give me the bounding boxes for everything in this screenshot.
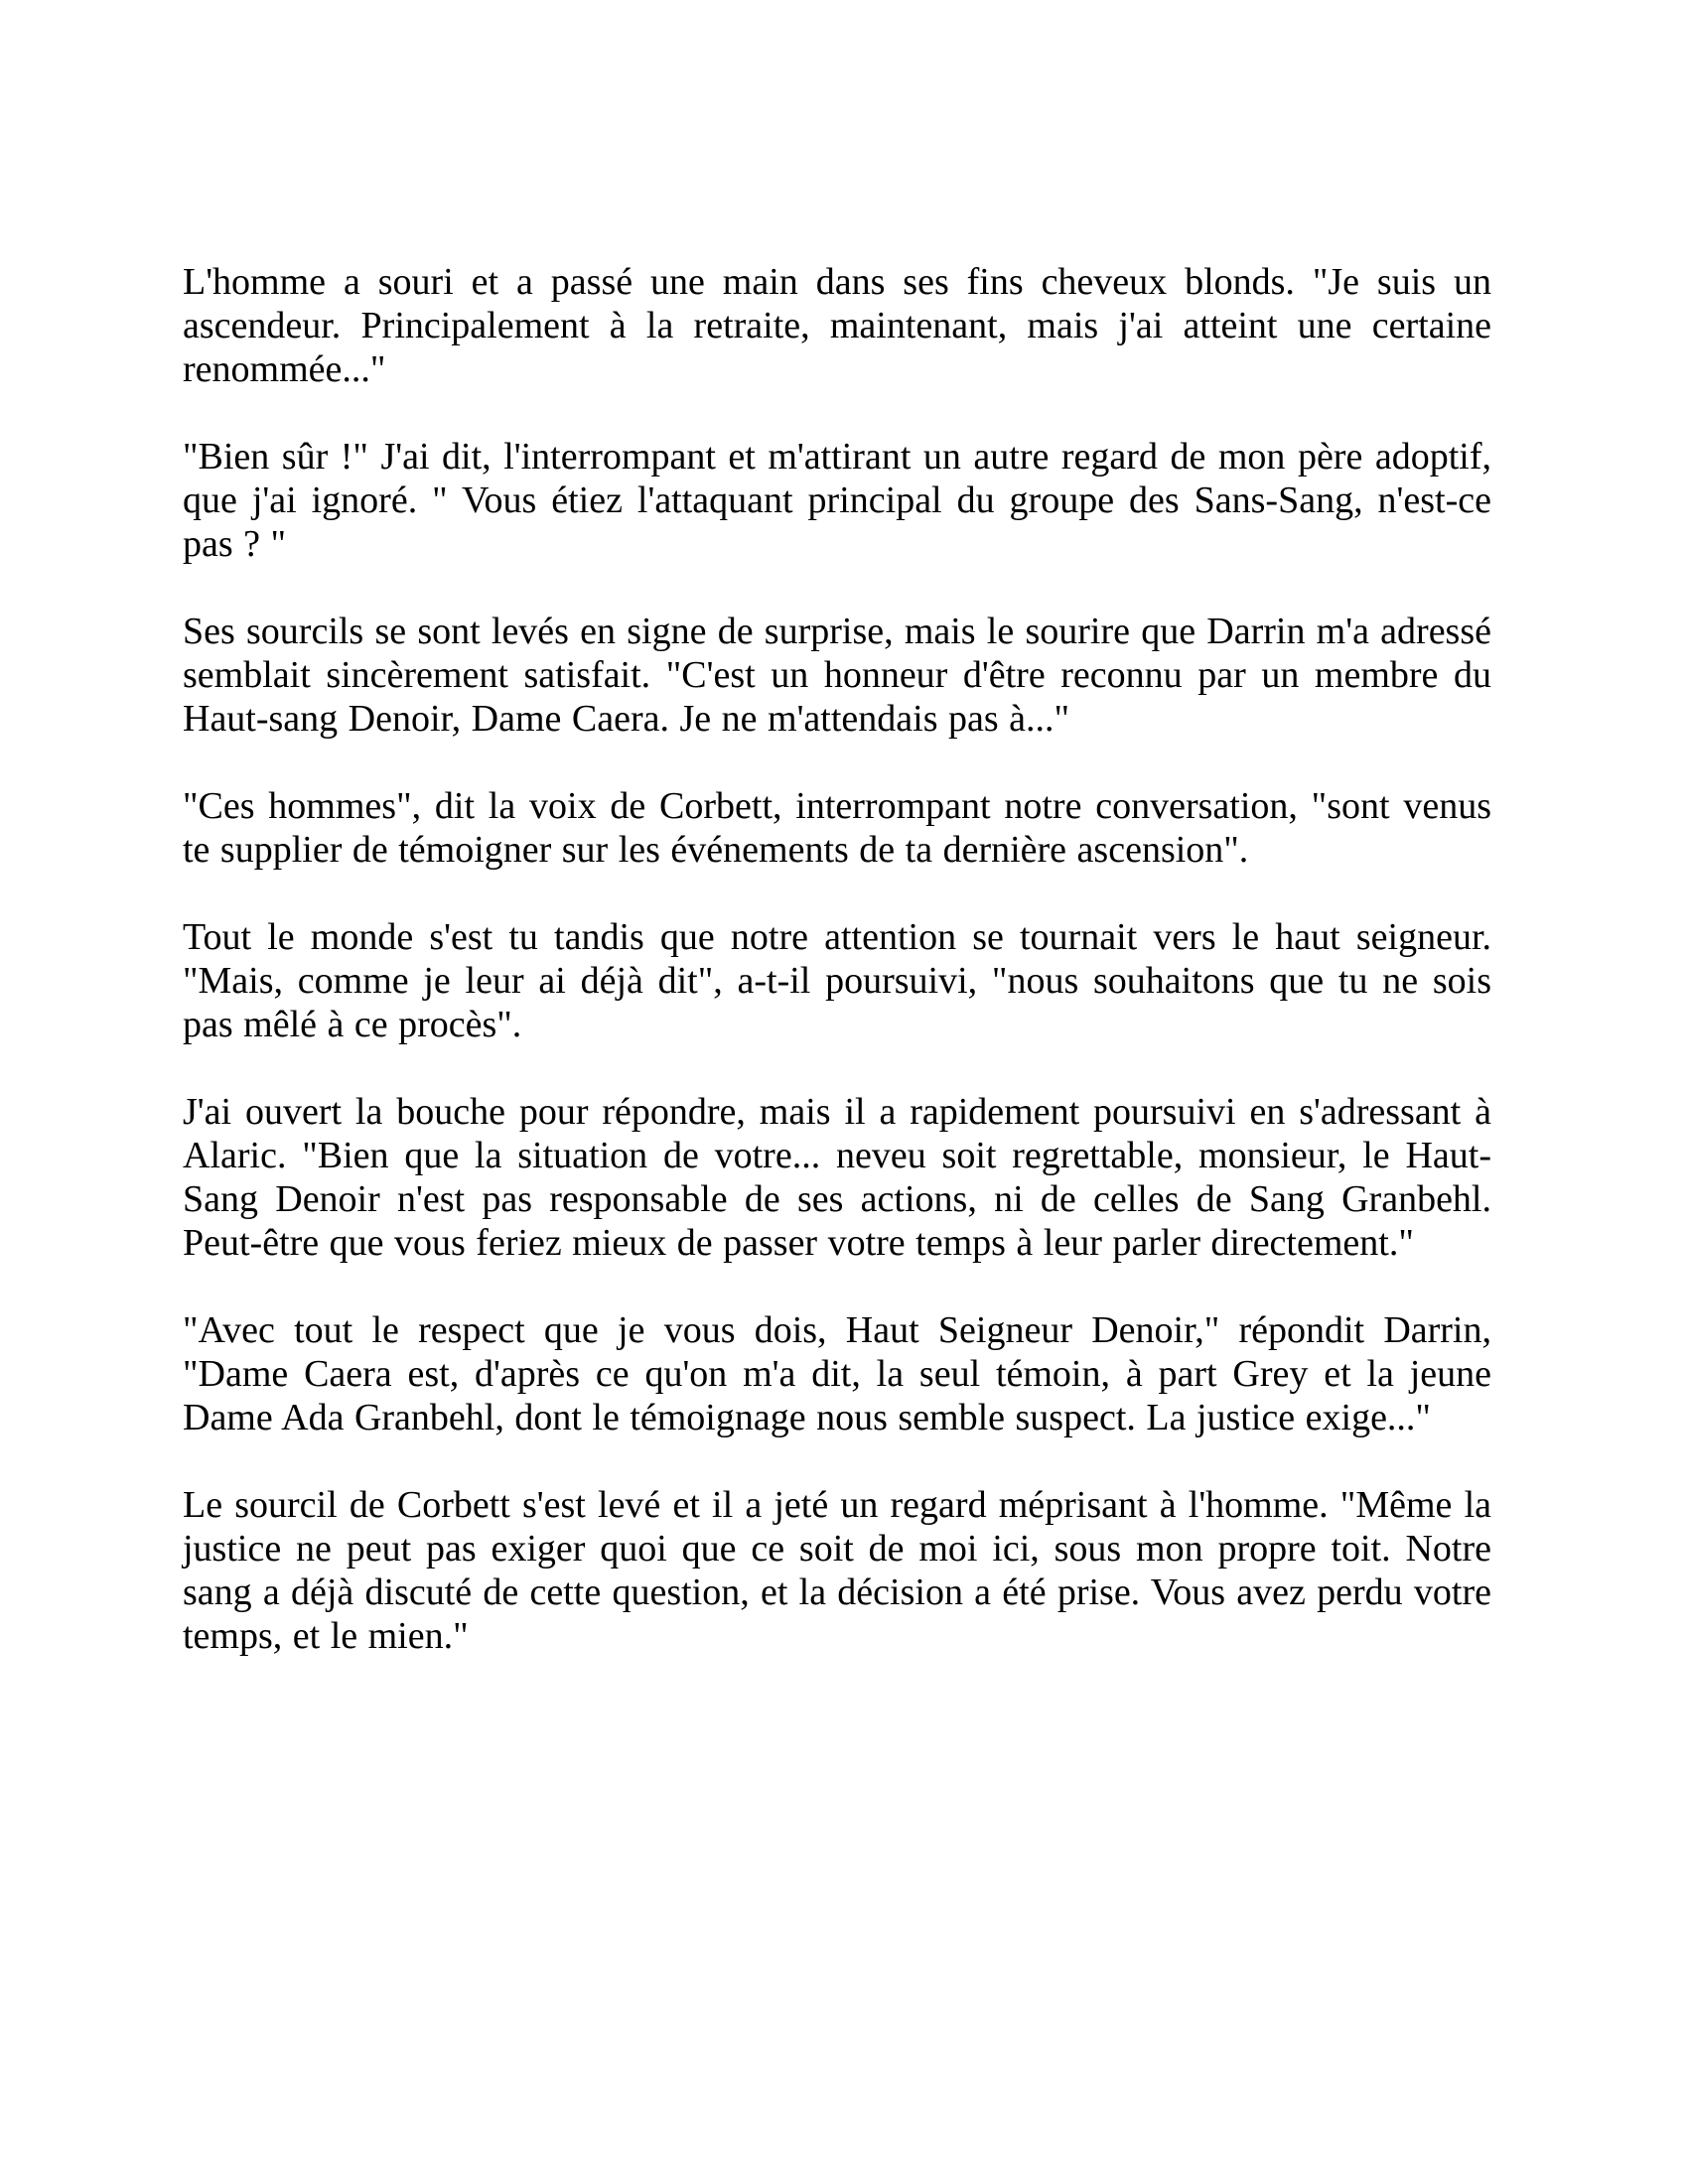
paragraph: J'ai ouvert la bouche pour répondre, mais il a rapidement poursuivi en s'adressant à Alaric. "Bien que la situation de votre... neveu soit regrettable, monsieur, le Haut-Sang Denoir n'est pas responsable de ses actions, ni de celles de Sang Granbehl. Peut-être que vous feriez mieux de passer votre temps à leur parler directement." <box>183 1091 1491 1264</box>
paragraph: Le sourcil de Corbett s'est levé et il a jeté un regard méprisant à l'homme. "Même la justice ne peut pas exiger quoi que ce soit de moi ici, sous mon propre toit. Notre sang a déjà discuté de cette question, et la décision a été prise. Vous avez perdu votre temps, et le mien." <box>183 1484 1491 1657</box>
paragraph: "Avec tout le respect que je vous dois, Haut Seigneur Denoir," répondit Darrin, "Dame Caera est, d'après ce qu'on m'a dit, la seul témoin, à part Grey et la jeune Dame Ada Granbehl, dont le témoignage nous semble suspect. La justice exige..." <box>183 1309 1491 1438</box>
paragraph: Tout le monde s'est tu tandis que notre attention se tournait vers le haut seigneur. "Mais, comme je leur ai déjà dit", a-t-il poursuivi, "nous souhaitons que tu ne sois pas mêlé à ce procès". <box>183 916 1491 1045</box>
paragraph: "Ces hommes", dit la voix de Corbett, interrompant notre conversation, "sont venus te supplier de témoigner sur les événements de ta dernière ascension". <box>183 785 1491 871</box>
paragraph: L'homme a souri et a passé une main dans ses fins cheveux blonds. "Je suis un ascendeur. Principalement à la retraite, maintenant, mais j'ai atteint une certaine renommée..." <box>183 261 1491 390</box>
paragraph: Ses sourcils se sont levés en signe de surprise, mais le sourire que Darrin m'a adressé semblait sincèrement satisfait. "C'est un honneur d'être reconnu par un membre du Haut-sang Denoir, Dame Caera. Je ne m'attendais pas à..." <box>183 611 1491 740</box>
text-column <box>183 260 1491 1658</box>
paragraph: "Bien sûr !" J'ai dit, l'interrompant et m'attirant un autre regard de mon père adoptif, que j'ai ignoré. " Vous étiez l'attaquant principal du groupe des Sans-Sang, n'est-ce pas ? " <box>183 436 1491 565</box>
